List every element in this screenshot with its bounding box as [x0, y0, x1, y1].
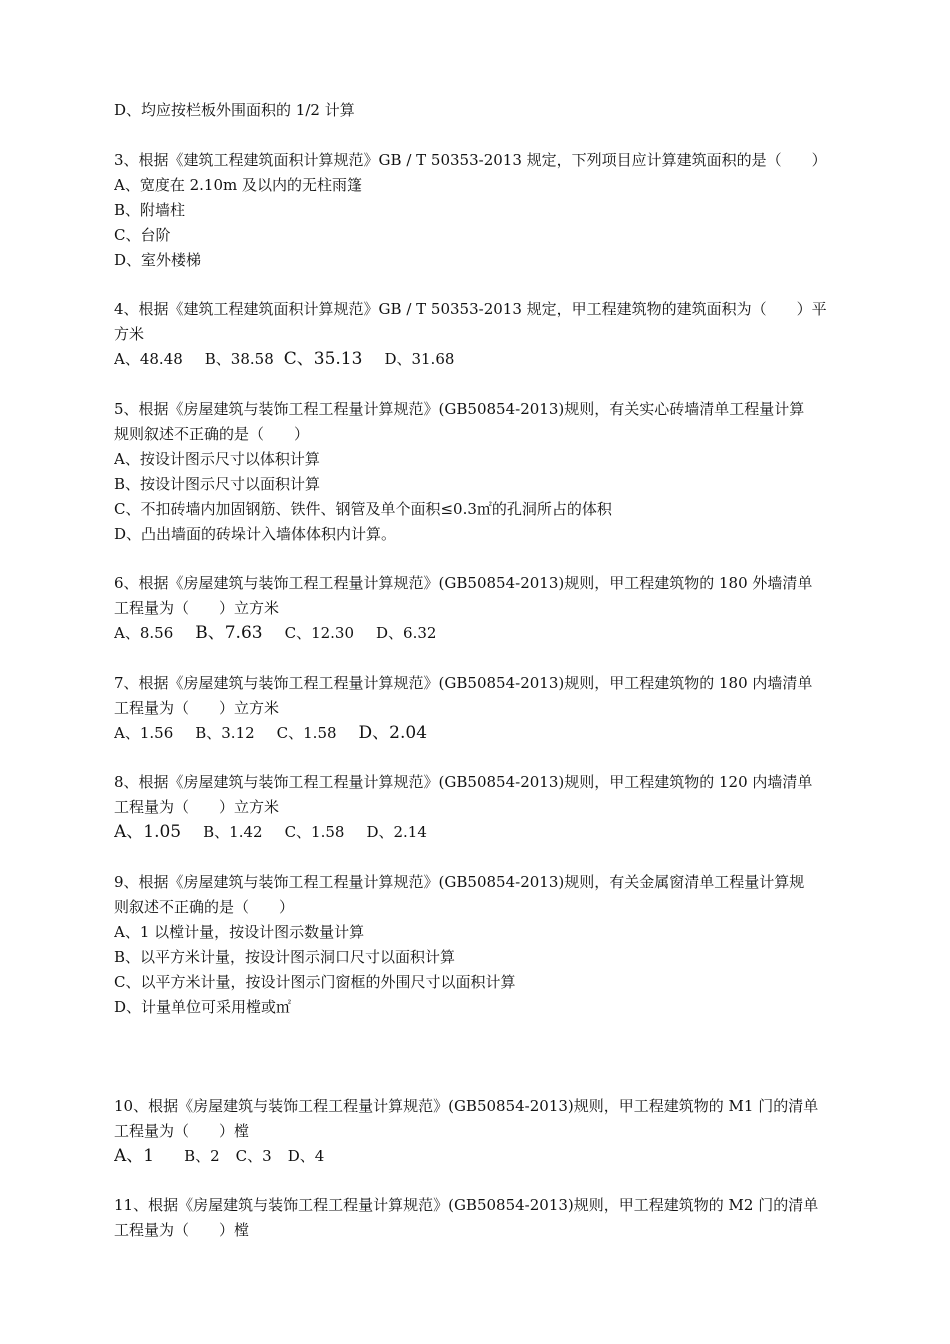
q10-stem-line2: 工程量为（ ）樘: [114, 1121, 250, 1140]
q8-options: [114, 820, 838, 845]
q10-option-a: A、1: [114, 1145, 155, 1166]
q3-option-a: A、宽度在 2.10m 及以内的无柱雨篷: [114, 175, 362, 194]
q10-option-b: B、2: [184, 1146, 220, 1165]
q5-stem-line2: 规则叙述不正确的是（ ）: [114, 424, 310, 443]
q4-option-d: D、31.68: [384, 350, 455, 368]
q9-option-a: A、1 以樘计量，按设计图示数量计算: [114, 922, 365, 941]
q4-options: [114, 347, 838, 372]
q7-stem-line2: 工程量为（ ）立方米: [114, 698, 280, 717]
q6-option-d: D、6.32: [376, 624, 437, 642]
q4-option-a: A、48.48: [114, 350, 183, 368]
q5-option-b: B、按设计图示尺寸以面积计算: [114, 474, 321, 493]
q10-option-c: C、3: [235, 1146, 272, 1165]
q7-stem-line1: 7、根据《房屋建筑与装饰工程工程量计算规范》(GB50854-2013)规则，甲工程建筑物的 180 内墙清单: [114, 673, 813, 692]
q9-option-b: B、以平方米计量，按设计图示洞口尺寸以面积计算: [114, 947, 456, 966]
q2-option-d: D、均应按栏板外围面积的 1/2 计算: [114, 101, 355, 119]
q5-option-d: D、凸出墙面的砖垛计入墙体体积内计算。: [114, 524, 397, 543]
q3-option-b: B、附墙柱: [114, 200, 186, 219]
q7-option-d: D、2.04: [358, 722, 428, 743]
q4-option-b: B、38.58: [204, 350, 274, 368]
q4-stem-line2: 方米: [114, 325, 145, 343]
q10-option-d: D、4: [287, 1146, 325, 1165]
q6-options: [114, 621, 838, 646]
document-page: [114, 98, 838, 1243]
q9-option-c: C、以平方米计量，按设计图示门窗框的外围尺寸以面积计算: [114, 972, 516, 991]
q4-stem-line1: 4、根据《建筑工程建筑面积计算规范》GB / T 50353-2013 规定，甲工程建筑物的建筑面积为（ ）平: [114, 300, 827, 318]
q4-option-c: C、35.13: [283, 349, 363, 369]
q5-option-c: C、不扣砖墙内加固钢筋、铁件、钢管及单个面积≤0.3㎡的孔洞所占的体积: [114, 499, 612, 518]
q10-options: [114, 1144, 838, 1169]
q9-option-d: D、计量单位可采用樘或㎡: [114, 997, 292, 1016]
q7-option-c: C、1.58: [276, 723, 337, 742]
q11-stem-line2: 工程量为（ ）樘: [114, 1221, 250, 1239]
q5-option-a: A、按设计图示尺寸以体积计算: [114, 449, 320, 468]
q8-option-c: C、1.58: [284, 823, 345, 841]
q8-stem-line1: 8、根据《房屋建筑与装饰工程工程量计算规范》(GB50854-2013)规则，甲工程建筑物的 120 内墙清单: [114, 773, 813, 791]
q3-option-c: C、台阶: [114, 225, 171, 244]
q9-stem-line2: 则叙述不正确的是（ ）: [114, 897, 295, 916]
q6-option-b: B、7.63: [195, 623, 263, 643]
q8-option-d: D、2.14: [366, 823, 427, 841]
q8-option-a: A、1.05: [114, 822, 182, 842]
q10-stem-line1: 10、根据《房屋建筑与装饰工程工程量计算规范》(GB50854-2013)规则，甲工程建筑物的 M1 门的清单: [114, 1096, 819, 1115]
q11-stem-line1: 11、根据《房屋建筑与装饰工程工程量计算规范》(GB50854-2013)规则，甲工程建筑物的 M2 门的清单: [114, 1196, 819, 1214]
q5-stem-line1: 5、根据《房屋建筑与装饰工程工程量计算规范》(GB50854-2013)规则，有关实心砖墙清单工程量计算: [114, 399, 805, 418]
q8-option-b: B、1.42: [203, 823, 263, 841]
q3-stem: 3、根据《建筑工程建筑面积计算规范》GB / T 50353-2013 规定，下列项目应计算建筑面积的是（ ）: [114, 150, 827, 169]
q6-option-c: C、12.30: [284, 624, 355, 642]
q7-options: [114, 721, 838, 746]
q6-stem-line2: 工程量为（ ）立方米: [114, 599, 280, 617]
q7-option-a: A、1.56: [114, 723, 174, 742]
q6-stem-line1: 6、根据《房屋建筑与装饰工程工程量计算规范》(GB50854-2013)规则，甲工程建筑物的 180 外墙清单: [114, 574, 813, 592]
q6-option-a: A、8.56: [114, 624, 174, 642]
q3-option-d: D、室外楼梯: [114, 250, 202, 269]
q9-stem-line1: 9、根据《房屋建筑与装饰工程工程量计算规范》(GB50854-2013)规则，有关金属窗清单工程量计算规: [114, 872, 805, 891]
q8-stem-line2: 工程量为（ ）立方米: [114, 798, 280, 816]
q7-option-b: B、3.12: [195, 723, 255, 742]
